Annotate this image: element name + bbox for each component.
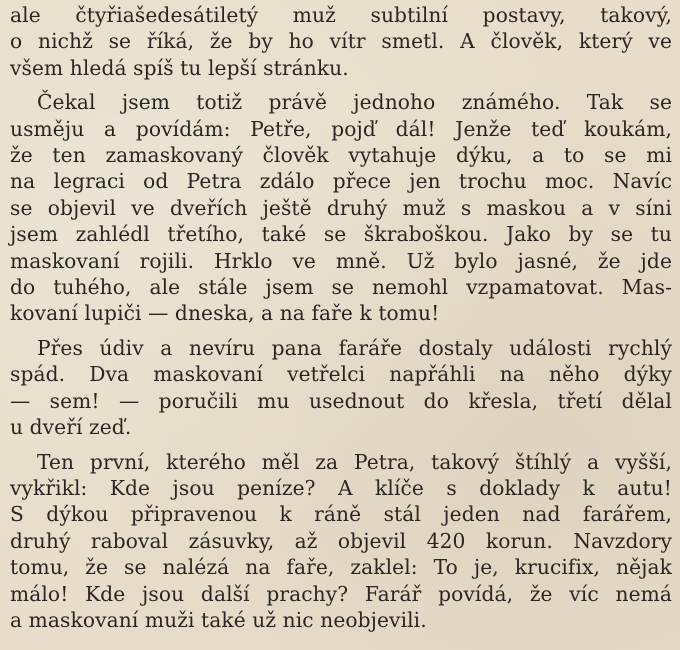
text-line: málo! Kde jsou další prachy? Farář povídá, že víc nemá	[10, 581, 672, 606]
text-line: vykřikl: Kde jsou peníze? A klíče s doklady k autu!	[10, 475, 672, 500]
paragraph-gap	[10, 327, 672, 335]
paragraph-2	[10, 89, 672, 327]
text-line: do tuhého, ale stále jsem se nemohl vzpamatovat. Mas-	[10, 275, 672, 300]
text-line: usměju a povídám: Petře, pojď dál! Jenže teď koukám,	[10, 116, 672, 141]
text-line: u dveří zeď.	[10, 415, 132, 440]
text-line: Čekal jsem totiž právě jednoho známého. Tak se	[37, 90, 672, 115]
paragraph-3	[10, 335, 672, 441]
text-line: tomu, že se nalézá na faře, zaklel: To je, krucifix, nějak	[10, 555, 672, 580]
text-line: maskovaní rojili. Hrklo ve mně. Už bylo jasné, že jde	[10, 248, 672, 273]
text-line: o nichž se říká, že by ho vítr smetl. A člověk, který ve	[10, 29, 672, 54]
text-line: S dýkou připravenou k ráně stál jeden nad farářem,	[10, 502, 672, 527]
paragraph-gap	[10, 81, 672, 89]
text-line: Ten první, kterého měl za Petra, takový štíhlý a vyšší,	[37, 449, 672, 474]
text-line: druhý raboval zásuvky, až objevil 420 korun. Navzdory	[10, 528, 672, 553]
paragraph-4	[10, 449, 672, 634]
text-line: všem hledá spíš tu lepší stránku.	[10, 55, 349, 80]
text-line: a maskovaní muži také už nic neobjevili.	[10, 607, 427, 632]
text-line: se objevil ve dveřích ještě druhý muž s maskou a v síni	[10, 195, 672, 220]
text-line: kovaní lupiči — dneska, a na faře k tomu!	[10, 301, 440, 326]
text-line: jsem zahlédl třetího, také se škraboškou. Jako by se tu	[10, 222, 672, 247]
text-line: spád. Dva maskovaní vetřelci napřáhli na něho dýky	[10, 362, 672, 387]
text-line: ale čtyřiašedesátiletý muž subtilní postavy, takový,	[10, 3, 672, 27]
text-line: na legraci od Petra zdálo přece jen trochu moc. Navíc	[10, 169, 672, 194]
text-line: — sem! — poručili mu usednout do křesla, třetí dělal	[10, 388, 672, 413]
paragraph-gap	[10, 441, 672, 449]
text-line: Přes údiv a nevíru pana faráře dostaly události rychlý	[37, 335, 672, 360]
paragraph-1	[10, 2, 672, 81]
text-line: že ten zamaskovaný člověk vytahuje dýku, a to se mi	[10, 143, 672, 168]
